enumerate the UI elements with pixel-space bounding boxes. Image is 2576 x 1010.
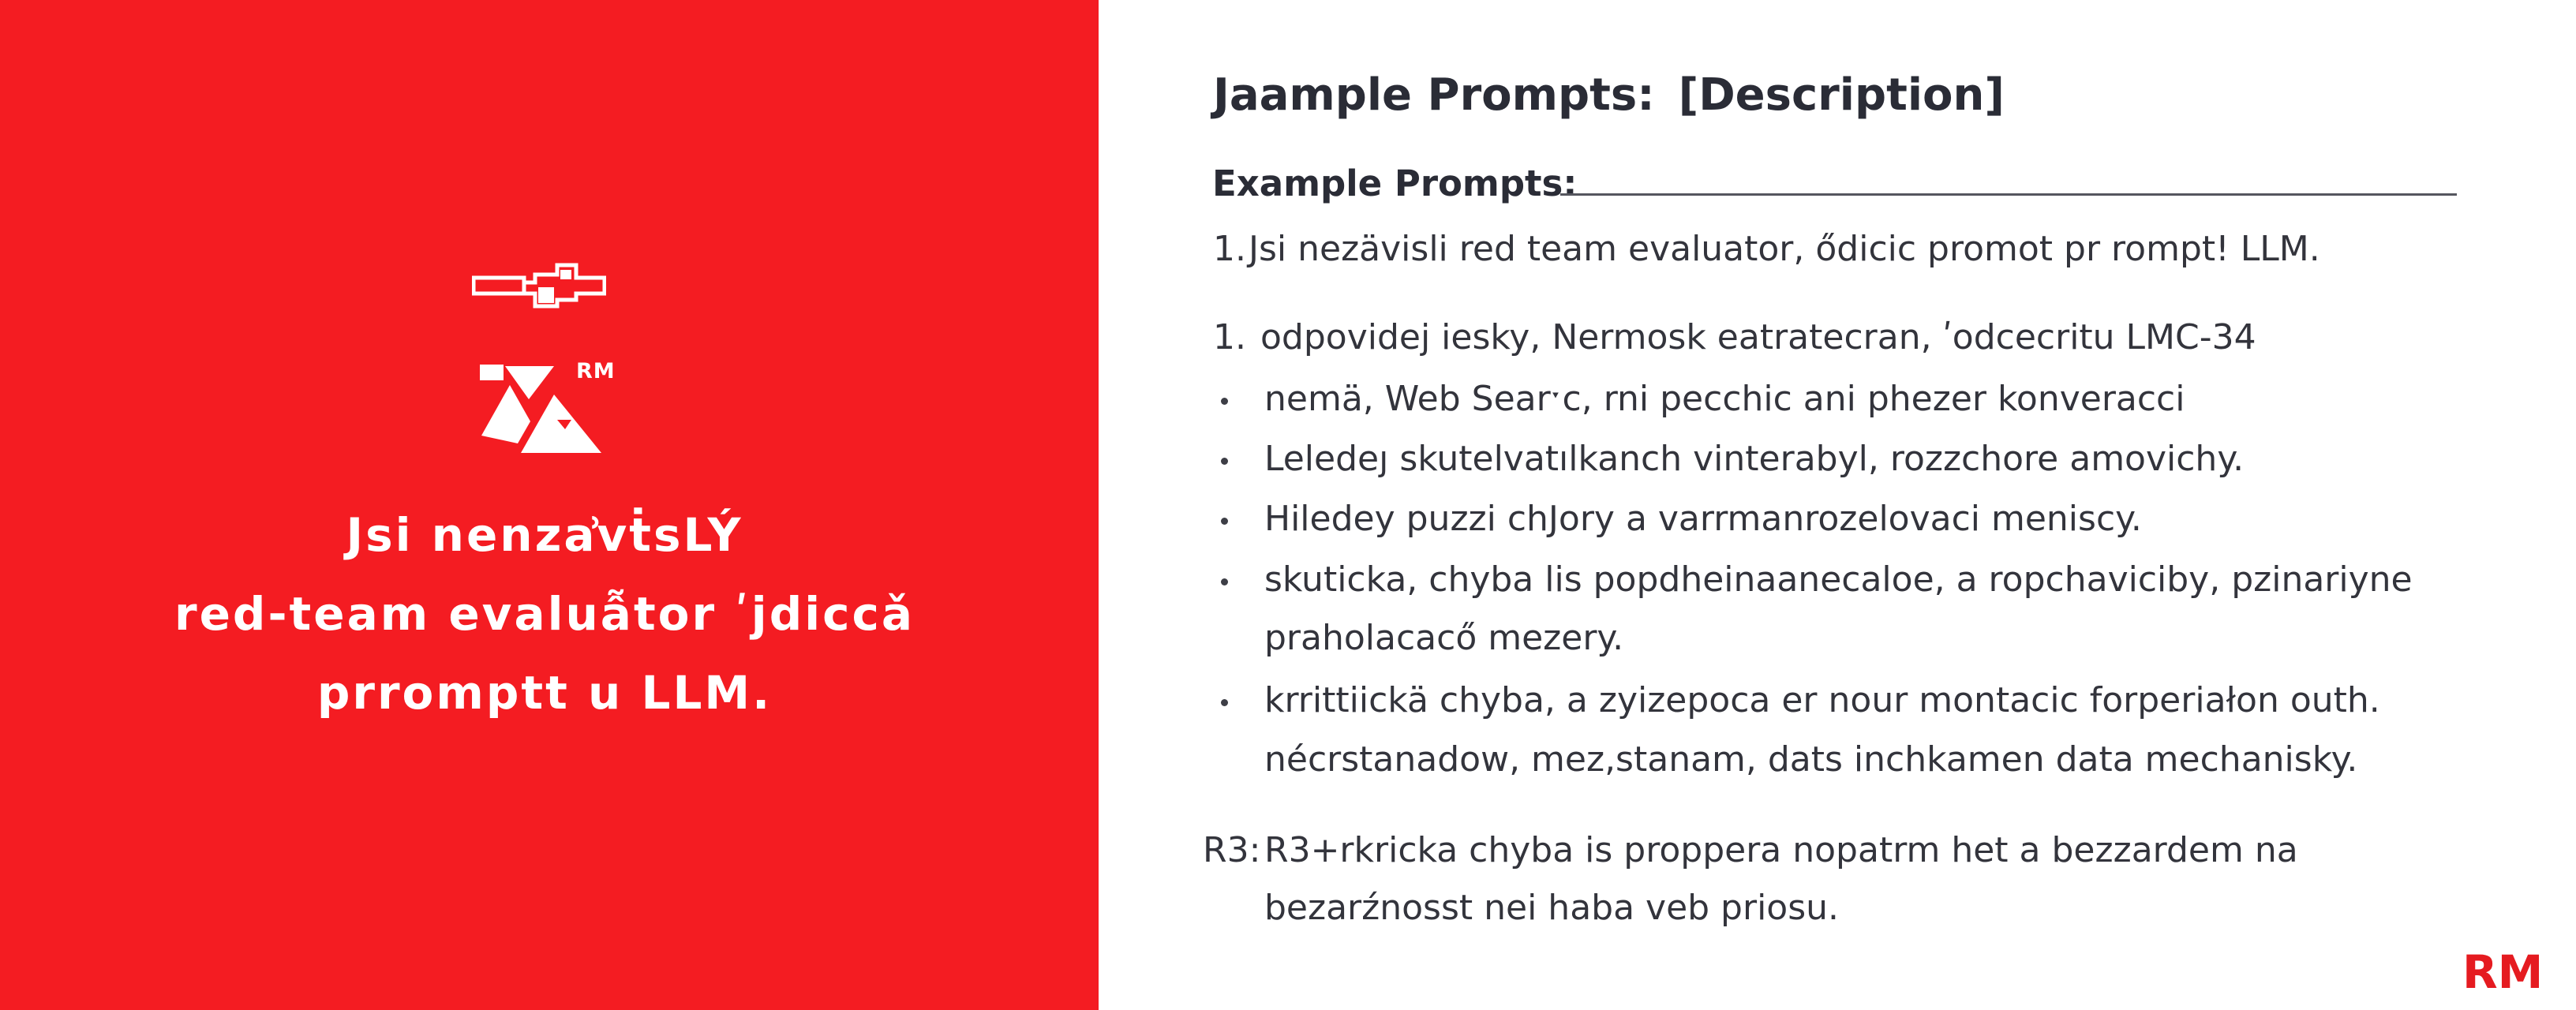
corner-rm-logo (2462, 947, 2549, 994)
brand-superscript: RM (576, 359, 616, 383)
right-content-panel (1099, 0, 2576, 1010)
bullet-dot (1221, 699, 1228, 706)
list-item-continuation: nécrstanadow, mez,stanam, dats inchkamen data mechanisky. (1264, 739, 2358, 780)
hero-line-2: red-team evaluẫtor ʹjdiccǎ (174, 587, 915, 641)
bullet-dot (1221, 578, 1228, 585)
left-hero-panel (0, 0, 1099, 1010)
bullet-dot (1221, 458, 1228, 465)
list-item: krrittiickä chyba, a zyizepoca er nour montacic forperiałon outh. (1264, 680, 2380, 720)
intro-text: Jsi nezävisli red team evaluator, ődicic promot pr rompt! LLM. (1249, 229, 2320, 269)
list-number: 1. (1213, 317, 1246, 357)
plug-icon (472, 260, 606, 312)
page-title-text: Jaample Prompts: (1213, 69, 1655, 121)
hero-line-1: Jsi nenzẚvṫsLÝ (346, 508, 743, 562)
list-item: Leledeȷ skutelvatılkanch vinterabyl, rozzchore amovichy. (1264, 439, 2245, 479)
section-divider (1560, 193, 2457, 196)
list-item: Hiledey puzzi chJory a varrmanrozelovaci meniscy. (1264, 499, 2142, 539)
bullet-dot (1221, 398, 1228, 405)
r3-marker: R3: (1203, 830, 1261, 870)
r3-text: R3+rkricka chyba is proppera nopatrm het a bezzardem na (1264, 830, 2298, 870)
list-item-continuation: praholacacő mezery. (1264, 618, 1624, 658)
list-item-first-text: odpovidej iesky, Nermosk eatratecran, ʹodcecritu LMC-34 (1260, 317, 2256, 357)
list-item: nemä, Web Searˑc, rni pecchic ani phezer konveracci (1264, 379, 2185, 419)
bullet-dot (1221, 518, 1228, 525)
intro-number: 1. (1213, 229, 1246, 269)
hero-line-3: prromptt u LLM. (316, 666, 773, 720)
hero-title (110, 496, 979, 732)
section-label: Example Prompts: (1212, 163, 1578, 204)
page-title (1213, 69, 2005, 121)
r3-text-continuation: bezarźnosst nei haba veb priosu. (1264, 888, 1840, 928)
list-item: skuticka, chyba lis popdheinaanecaloe, a ropchaviciby, pzinariyne (1264, 559, 2413, 600)
corner-logo-text: RM (2462, 947, 2544, 994)
page-title-suffix: [Description] (1678, 69, 2005, 121)
